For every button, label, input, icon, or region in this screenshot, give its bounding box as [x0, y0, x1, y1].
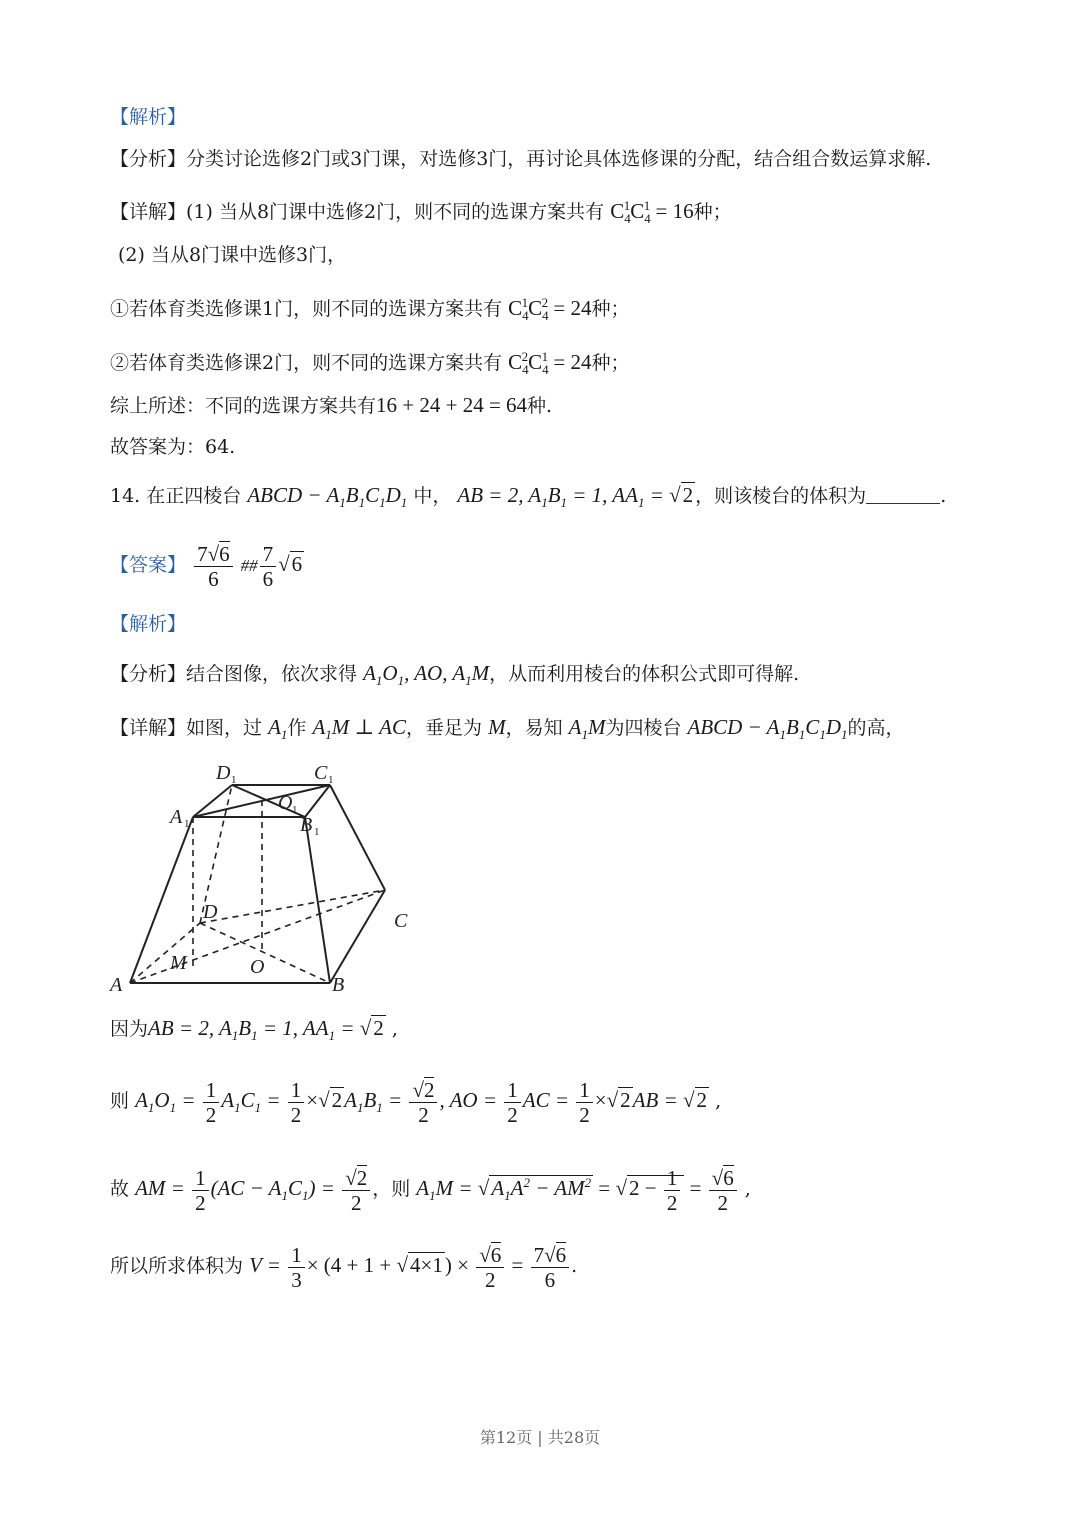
- label-B: B: [332, 974, 345, 996]
- formula: ABCD − $A_1B_1C_1D_1$: [247, 483, 408, 511]
- detail-line: 【详解】如图，过 $A_1$作 $A_1M$ ⊥ AC，垂足为 M，易知 $A_1M$为四棱台 ABCD − $A_1B_1C_1D_1$的高，: [110, 715, 905, 743]
- sub-C1: 1: [328, 774, 334, 786]
- sub-D1: 1: [231, 774, 237, 786]
- formula: AB = 2, $A_1B_1 = 1$, $AA_1$ =: [148, 1016, 360, 1044]
- formula: $\frac{7√6}{6}$: [194, 542, 233, 591]
- formula: AB = 2, $A_1B_1 = 1$, $AA_1$ =: [457, 483, 670, 511]
- edge-DC: [200, 890, 385, 923]
- formula: $\frac{7}{6}$: [260, 542, 277, 591]
- frustum-figure: [100, 755, 430, 1000]
- label-A: A: [110, 974, 123, 996]
- answer-line: 故答案为：64.: [110, 436, 236, 458]
- label-D: D: [203, 901, 218, 923]
- detail-line-3: ①若体育类选修课1门，则不同的选课方案共有 $C_4^1C_4^2 = 24$种；: [110, 295, 630, 324]
- analysis-heading: 【解析】: [110, 613, 187, 635]
- detail-line-4: ②若体育类选修课2门，则不同的选课方案共有 $C_4^2C_4^1 = 24$种；: [110, 349, 630, 378]
- calc-line-3: 所以所求体积为 V = $\frac{1}{3}$ × (4 + 1 + √4×1) × $\frac{√6}{2}$ = $\frac{7√6}{6}$ .: [110, 1242, 578, 1292]
- label-C: C: [394, 910, 408, 932]
- analysis-line: 【分析】分类讨论选修2门或3门课，对选修3门，再讨论具体选修课的分配，结合组合数运算求解.: [110, 148, 932, 170]
- formula: $C_4^1C_4^1 = 16$: [610, 198, 694, 227]
- sub-B1: 1: [314, 826, 320, 838]
- detail-line-1: 【详解】(1) 当从8门课中选修2门，则不同的选课方案共有 $C_4^1C_4^1 = 16$种；: [110, 198, 732, 227]
- calc-line-2: 故 AM = $\frac{1}{2}$ $(AC - A_1C_1)$ = $\frac{√2}{2}$ ，则 $A_1M = √A_1A^2 - AM^2 = √2$ − $\frac{1}{2}$ = $\frac{√6}{2}$ ,: [110, 1165, 751, 1215]
- label-C1: C: [314, 762, 328, 784]
- calc-line-1: 则 $A_1O_1$ = $\frac{1}{2}$ $A_1C_1$ = $\frac{1}{2}$ $\times√2A_1B_1$ = $\frac{√2}{2}$ , AO = $\frac{1}{2}$ AC = $\frac{1}{2}$ ×√2AB = √2 ,: [110, 1077, 722, 1127]
- formula: $A_1O_1$, AO, $A_1M$: [363, 661, 490, 689]
- formula: √2: [669, 483, 694, 507]
- analysis-line: 【分析】结合图像，依次求得 $A_1O_1$, AO, $A_1M$，从而利用棱台的体积公式即可得解.: [110, 661, 800, 689]
- edge-CC1: [330, 785, 385, 890]
- formula: √2: [359, 1016, 384, 1040]
- because-line: 因为AB = 2, $A_1B_1 = 1$, $AA_1 = √2$ ,: [110, 1016, 398, 1044]
- question-14: 14. 在正四棱台 ABCD − $A_1B_1C_1D_1$ 中， AB = 2, $A_1B_1 = 1$, $AA_1 = √2$ ，则该棱台的体积为 .: [110, 483, 947, 511]
- formula: $C_4^2C_4^1 = 24$: [508, 349, 592, 378]
- label-O: O: [250, 956, 265, 978]
- answer-heading: 【答案】 $\frac{7√6}{6}$ ## $\frac{7}{6}$ √6: [110, 541, 303, 591]
- label-O1: O: [278, 792, 293, 814]
- detail-line-2: (2) 当从8门课中选修3门，: [118, 244, 347, 266]
- label-B1: B: [300, 814, 313, 836]
- edge-BC: [330, 890, 385, 983]
- label-D1: D: [216, 762, 231, 784]
- formula: $C_4^1C_4^2 = 24$: [508, 295, 592, 324]
- label-M: M: [170, 952, 187, 974]
- label-A1: A: [170, 806, 183, 828]
- analysis-heading: 【解析】: [110, 106, 187, 128]
- page-footer: 第12页 | 共28页: [479, 1428, 601, 1447]
- edge-BB1: [305, 817, 330, 983]
- diag-DB: [200, 923, 330, 983]
- sub-O1: 1: [292, 804, 298, 816]
- formula: √6: [278, 552, 303, 576]
- formula: 16 + 24 + 24 = 64: [376, 393, 528, 417]
- sub-A1: 1: [184, 818, 190, 830]
- summary-line: 综上所述：不同的选课方案共有16 + 24 + 24 = 64种.: [110, 393, 553, 417]
- answer-blank: [866, 485, 940, 504]
